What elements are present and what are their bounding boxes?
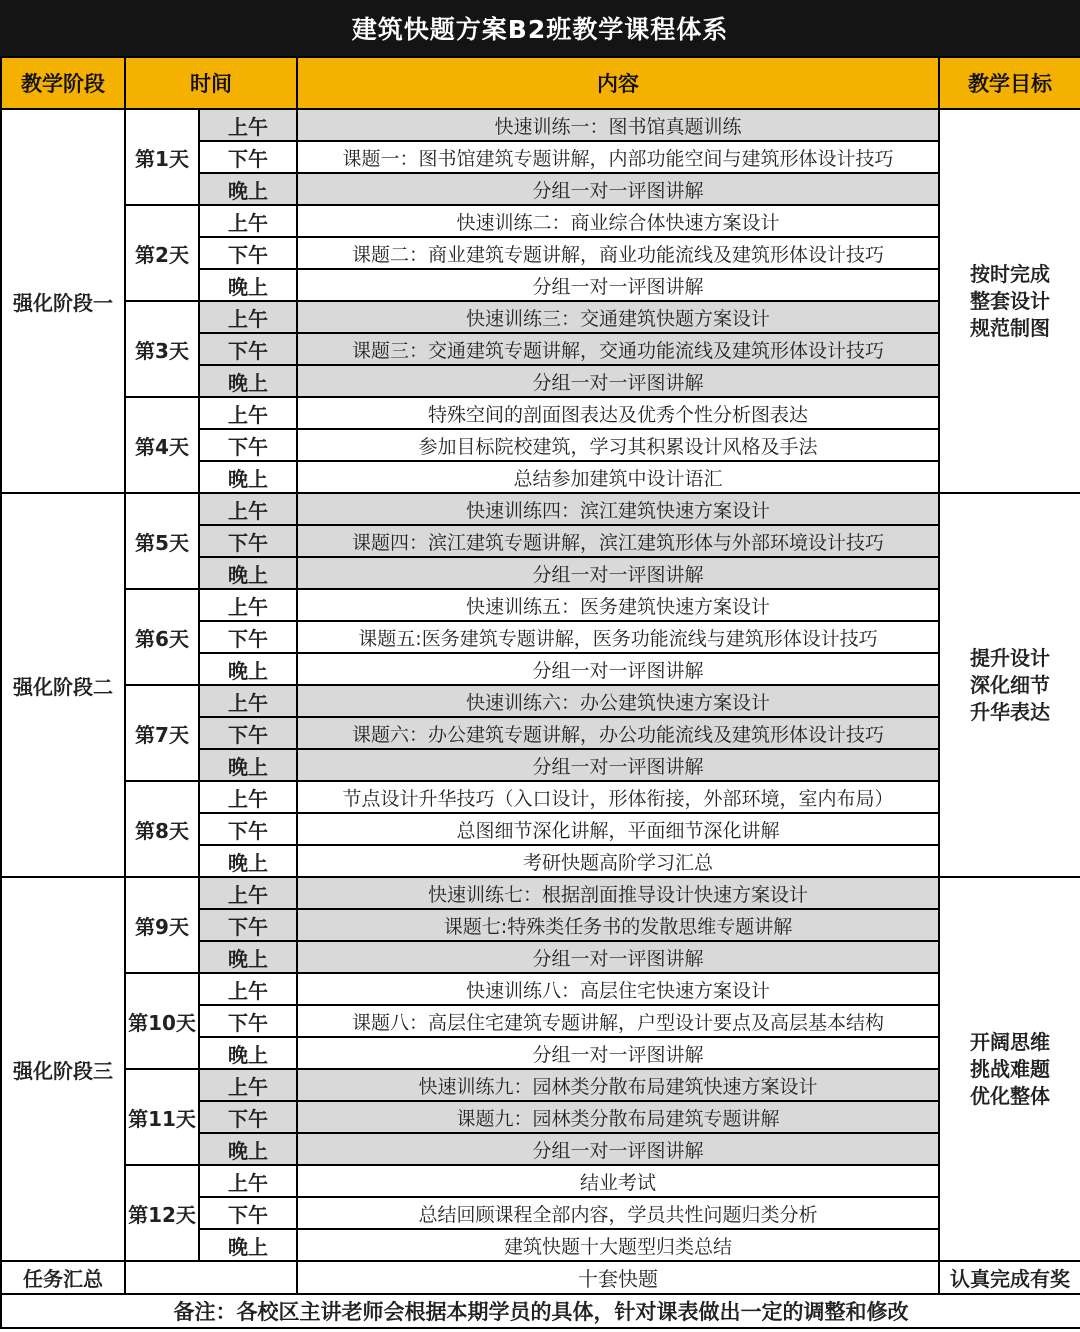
lesson-content: 快速训练四：滨江建筑快速方案设计 — [297, 493, 939, 525]
schedule-row — [1, 493, 1080, 525]
lesson-content: 特殊空间的剖面图表达及优秀个性分析图表达 — [297, 397, 939, 429]
time-slot: 下午 — [199, 429, 297, 461]
lesson-content: 分组一对一评图讲解 — [297, 365, 939, 397]
note-text: 备注：各校区主讲老师会根据本期学员的具体，针对课表做出一定的调整和修改 — [1, 1294, 1080, 1328]
time-slot: 下午 — [199, 1005, 297, 1037]
time-slot: 晚上 — [199, 1229, 297, 1261]
lesson-content: 分组一对一评图讲解 — [297, 653, 939, 685]
schedule-row — [1, 973, 1080, 1005]
time-slot: 上午 — [199, 301, 297, 333]
schedule-row — [1, 1069, 1080, 1101]
lesson-content: 课题九：园林类分散布局建筑专题讲解 — [297, 1101, 939, 1133]
time-slot: 上午 — [199, 973, 297, 1005]
lesson-content: 课题四：滨江建筑专题讲解，滨江建筑形体与外部环境设计技巧 — [297, 525, 939, 557]
lesson-content: 总结回顾课程全部内容，学员共性问题归类分析 — [297, 1197, 939, 1229]
lesson-content: 建筑快题十大题型归类总结 — [297, 1229, 939, 1261]
schedule-body — [1, 109, 1080, 1261]
time-slot: 上午 — [199, 589, 297, 621]
summary-label: 任务汇总 — [1, 1261, 125, 1294]
lesson-content: 分组一对一评图讲解 — [297, 269, 939, 301]
lesson-content: 分组一对一评图讲解 — [297, 749, 939, 781]
time-slot: 晚上 — [199, 941, 297, 973]
note-row — [1, 1294, 1080, 1328]
schedule-row — [1, 109, 1080, 141]
summary-row — [1, 1261, 1080, 1294]
lesson-content: 分组一对一评图讲解 — [297, 557, 939, 589]
lesson-content: 节点设计升华技巧（入口设计，形体衔接，外部环境，室内布局） — [297, 781, 939, 813]
time-slot: 下午 — [199, 237, 297, 269]
stage-name: 强化阶段一 — [1, 109, 125, 493]
schedule-row — [1, 589, 1080, 621]
time-slot: 晚上 — [199, 269, 297, 301]
lesson-content: 快速训练八：高层住宅快速方案设计 — [297, 973, 939, 1005]
lesson-content: 分组一对一评图讲解 — [297, 1037, 939, 1069]
header-row — [1, 57, 1080, 109]
lesson-content: 分组一对一评图讲解 — [297, 941, 939, 973]
stage-name: 强化阶段二 — [1, 493, 125, 877]
header-goal: 教学目标 — [939, 57, 1080, 109]
lesson-content: 分组一对一评图讲解 — [297, 173, 939, 205]
day-label: 第12天 — [125, 1165, 199, 1261]
schedule-row — [1, 781, 1080, 813]
summary-goal: 认真完成有奖 — [939, 1261, 1080, 1294]
time-slot: 晚上 — [199, 1037, 297, 1069]
time-slot: 下午 — [199, 333, 297, 365]
time-slot: 上午 — [199, 1069, 297, 1101]
lesson-content: 结业考试 — [297, 1165, 939, 1197]
day-label: 第9天 — [125, 877, 199, 973]
time-slot: 上午 — [199, 781, 297, 813]
lesson-content: 快速训练七：根据剖面推导设计快速方案设计 — [297, 877, 939, 909]
teaching-goal: 提升设计 深化细节 升华表达 — [939, 493, 1080, 877]
time-slot: 下午 — [199, 525, 297, 557]
time-slot: 晚上 — [199, 749, 297, 781]
teaching-goal: 按时完成 整套设计 规范制图 — [939, 109, 1080, 493]
day-label: 第2天 — [125, 205, 199, 301]
time-slot: 上午 — [199, 397, 297, 429]
time-slot: 上午 — [199, 1165, 297, 1197]
schedule-row — [1, 205, 1080, 237]
schedule-row — [1, 301, 1080, 333]
time-slot: 下午 — [199, 141, 297, 173]
lesson-content: 分组一对一评图讲解 — [297, 1133, 939, 1165]
lesson-content: 快速训练一：图书馆真题训练 — [297, 109, 939, 141]
lesson-content: 课题二：商业建筑专题讲解，商业功能流线及建筑形体设计技巧 — [297, 237, 939, 269]
lesson-content: 课题八：高层住宅建筑专题讲解，户型设计要点及高层基本结构 — [297, 1005, 939, 1037]
header-time: 时间 — [125, 57, 297, 109]
lesson-content: 课题五:医务建筑专题讲解，医务功能流线与建筑形体设计技巧 — [297, 621, 939, 653]
time-slot: 晚上 — [199, 653, 297, 685]
summary-time-empty — [125, 1261, 297, 1294]
lesson-content: 课题三：交通建筑专题讲解，交通功能流线及建筑形体设计技巧 — [297, 333, 939, 365]
schedule-row — [1, 877, 1080, 909]
time-slot: 晚上 — [199, 845, 297, 877]
header-content: 内容 — [297, 57, 939, 109]
time-slot: 晚上 — [199, 365, 297, 397]
lesson-content: 课题七:特殊类任务书的发散思维专题讲解 — [297, 909, 939, 941]
lesson-content: 考研快题高阶学习汇总 — [297, 845, 939, 877]
time-slot: 上午 — [199, 877, 297, 909]
lesson-content: 快速训练二：商业综合体快速方案设计 — [297, 205, 939, 237]
schedule-row — [1, 685, 1080, 717]
day-label: 第10天 — [125, 973, 199, 1069]
time-slot: 下午 — [199, 909, 297, 941]
time-slot: 上午 — [199, 205, 297, 237]
day-label: 第8天 — [125, 781, 199, 877]
day-label: 第4天 — [125, 397, 199, 493]
lesson-content: 快速训练五：医务建筑快速方案设计 — [297, 589, 939, 621]
day-label: 第3天 — [125, 301, 199, 397]
teaching-goal: 开阔思维 挑战难题 优化整体 — [939, 877, 1080, 1261]
time-slot: 晚上 — [199, 557, 297, 589]
lesson-content: 快速训练三：交通建筑快题方案设计 — [297, 301, 939, 333]
day-label: 第11天 — [125, 1069, 199, 1165]
lesson-content: 课题六：办公建筑专题讲解，办公功能流线及建筑形体设计技巧 — [297, 717, 939, 749]
lesson-content: 参加目标院校建筑，学习其积累设计风格及手法 — [297, 429, 939, 461]
lesson-content: 课题一：图书馆建筑专题讲解，内部功能空间与建筑形体设计技巧 — [297, 141, 939, 173]
time-slot: 上午 — [199, 685, 297, 717]
summary-content: 十套快题 — [297, 1261, 939, 1294]
time-slot: 晚上 — [199, 1133, 297, 1165]
day-label: 第5天 — [125, 493, 199, 589]
lesson-content: 快速训练九：园林类分散布局建筑快速方案设计 — [297, 1069, 939, 1101]
schedule-row — [1, 1165, 1080, 1197]
time-slot: 下午 — [199, 621, 297, 653]
lesson-content: 快速训练六：办公建筑快速方案设计 — [297, 685, 939, 717]
day-label: 第6天 — [125, 589, 199, 685]
time-slot: 上午 — [199, 493, 297, 525]
page-title: 建筑快题方案B2班教学课程体系 — [0, 0, 1080, 56]
lesson-content: 总结参加建筑中设计语汇 — [297, 461, 939, 493]
schedule-row — [1, 397, 1080, 429]
day-label: 第7天 — [125, 685, 199, 781]
day-label: 第1天 — [125, 109, 199, 205]
time-slot: 上午 — [199, 109, 297, 141]
time-slot: 下午 — [199, 813, 297, 845]
lesson-content: 总图细节深化讲解，平面细节深化讲解 — [297, 813, 939, 845]
time-slot: 晚上 — [199, 173, 297, 205]
time-slot: 晚上 — [199, 461, 297, 493]
time-slot: 下午 — [199, 1101, 297, 1133]
header-stage: 教学阶段 — [1, 57, 125, 109]
time-slot: 下午 — [199, 1197, 297, 1229]
course-schedule-table — [0, 56, 1080, 1329]
stage-name: 强化阶段三 — [1, 877, 125, 1261]
time-slot: 下午 — [199, 717, 297, 749]
